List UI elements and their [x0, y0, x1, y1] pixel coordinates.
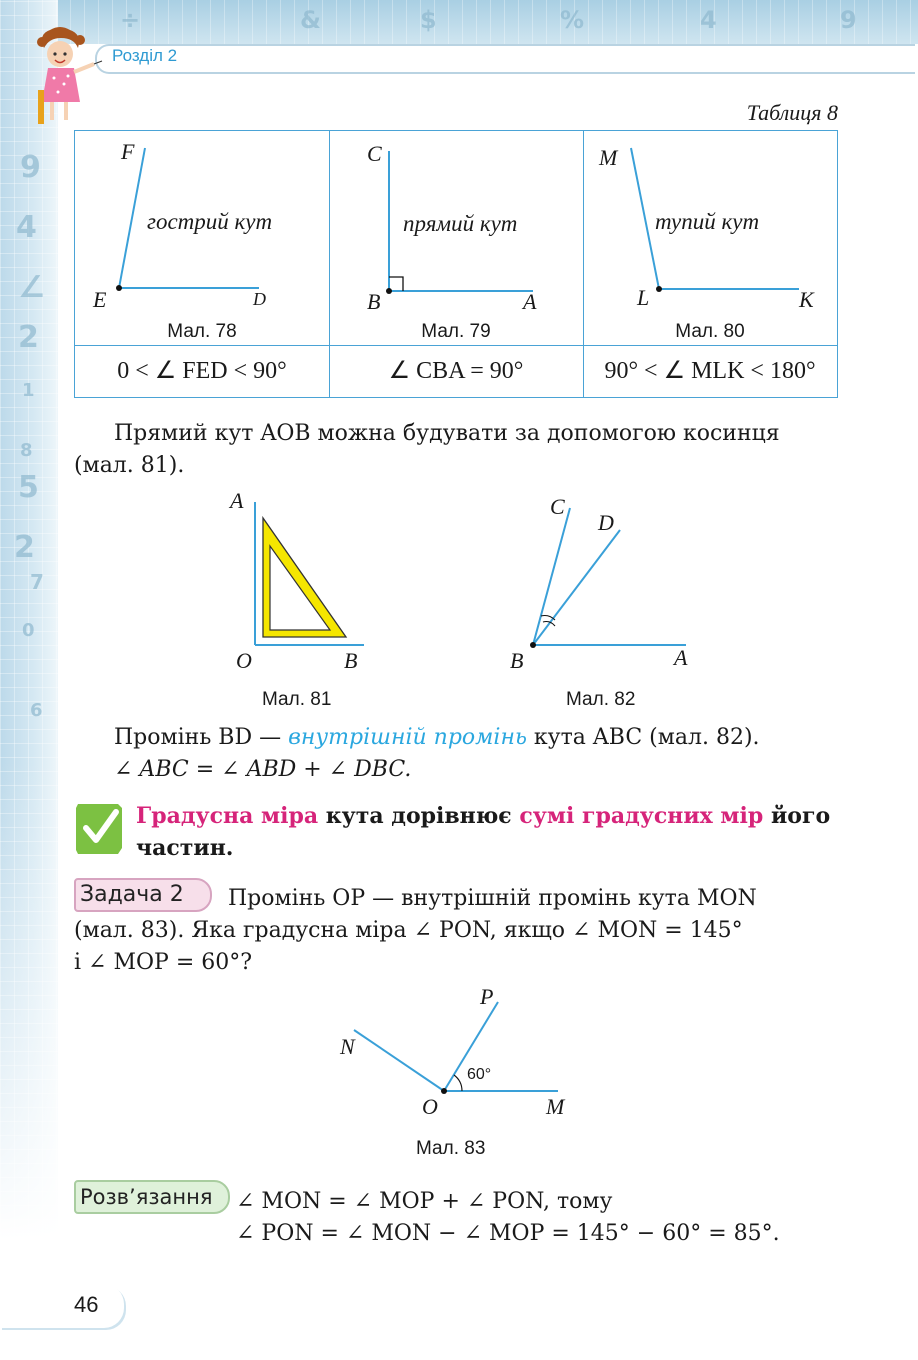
point-label: M — [546, 1094, 565, 1119]
point-label: A — [674, 645, 688, 670]
rule-text: кута дорівнює — [325, 803, 512, 829]
point-label: N — [340, 1034, 355, 1059]
point-label: K — [799, 287, 814, 312]
angle-types-table — [74, 130, 838, 398]
point-label: B — [344, 648, 358, 673]
rule-term: сумі градусних мір — [519, 803, 764, 829]
angle-formula: 90° < ∠ MLK < 180° — [604, 358, 816, 384]
section-header-bar — [95, 44, 915, 74]
angle-name: прямий кут — [403, 211, 518, 236]
angle-name: гострий кут — [147, 209, 273, 234]
task-line: і ∠ MOP = 60°? — [74, 950, 253, 975]
point-label: F — [121, 139, 135, 164]
angle-name: тупий кут — [655, 209, 760, 234]
text-fragment: кута ABC (мал. 82). — [533, 725, 760, 750]
section-label: Розділ 2 — [112, 46, 178, 65]
rule-term: Градусна міра — [136, 803, 319, 829]
rule-text: його — [770, 803, 831, 829]
angle-formula: 0 < ∠ FED < 90° — [117, 358, 287, 384]
strip-fade — [0, 760, 58, 1360]
point-label: C — [550, 494, 565, 519]
point-label: O — [236, 648, 252, 673]
rule-line-2: частин. — [136, 835, 234, 861]
left-decorative-strip: 9 4 ∠ 2 1 8 5 2 7 0 6 — [0, 0, 58, 1360]
angle-formula: ∠ CBA = 90° — [388, 358, 524, 384]
paragraph-line: (мал. 81). — [74, 453, 185, 478]
page-number: 46 — [74, 1292, 99, 1317]
paragraph-line: Прямий кут AOB можна будувати за допомогою косинця — [114, 421, 780, 446]
angle-value-label: 60° — [467, 1066, 492, 1083]
rule-line-1 — [136, 800, 830, 832]
point-label: B — [367, 289, 381, 314]
point-label: B — [510, 648, 524, 673]
table-divider — [75, 345, 837, 346]
top-banner: ÷ & $ % 4 9 — [0, 0, 918, 44]
acute-angle-diagram — [75, 131, 329, 345]
inner-ray-definition — [114, 722, 760, 754]
solution-line: ∠ MON = ∠ MOP + ∠ PON, тому — [236, 1189, 613, 1214]
angle-mon-diagram — [340, 990, 580, 1110]
point-label: D — [253, 289, 266, 309]
girl-mascot-icon — [18, 20, 108, 130]
point-label: O — [422, 1094, 438, 1119]
point-label: P — [480, 984, 494, 1009]
figure-caption: Мал. 81 — [262, 689, 332, 710]
set-square-diagram — [220, 490, 380, 660]
figure-caption: Мал. 82 — [566, 689, 636, 710]
point-label: M — [599, 145, 618, 170]
task-badge: Задача 2 — [74, 878, 212, 912]
solution-badge: Розв’язання — [74, 1180, 230, 1214]
page-number-tab — [0, 1284, 124, 1328]
task-line: Промінь OP — внутрішній промінь кута MON — [228, 886, 757, 911]
table-caption: Таблиця 8 — [746, 100, 838, 125]
highlighted-term: внутрішній промінь — [288, 725, 527, 750]
figure-caption: Мал. 83 — [416, 1138, 486, 1159]
text-fragment: Промінь BD — — [114, 725, 282, 750]
point-label: C — [367, 141, 382, 166]
figure-caption: Мал. 80 — [675, 321, 745, 342]
point-label: A — [230, 488, 244, 513]
figure-caption: Мал. 78 — [167, 321, 237, 342]
angle-sum-formula: ∠ ABC = ∠ ABD + ∠ DBC. — [114, 757, 412, 782]
point-label: E — [93, 287, 107, 312]
task-line: (мал. 83). Яка градусна міра ∠ PON, якщо ∠ MON = 145° — [74, 918, 743, 943]
point-label: A — [523, 289, 537, 314]
solution-line: ∠ PON = ∠ MON − ∠ MOP = 145° − 60° = 85°. — [236, 1221, 780, 1246]
point-label: L — [637, 285, 650, 310]
point-label: D — [598, 510, 614, 535]
checkmark-icon — [74, 798, 126, 858]
figure-caption: Мал. 79 — [421, 321, 491, 342]
